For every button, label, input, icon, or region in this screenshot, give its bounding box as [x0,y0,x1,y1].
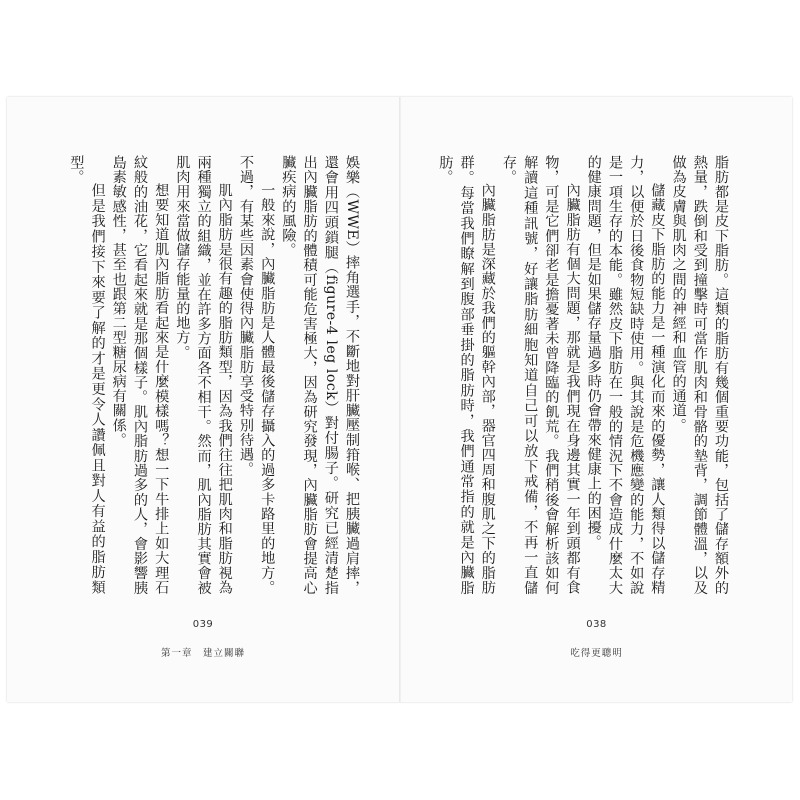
paragraph: 脂肪都是皮下脂肪。這類的脂肪有幾個重要功能，包括了儲存額外的熱量，跌倒和受到撞擊時可當作肌肉和骨骼的墊背，調節體溫，以及做為皮膚與肌肉之間的神經和血管的通道。 [670,155,729,595]
left-page [7,97,399,702]
paragraph: 內臟脂肪有個大問題，那就是我們現在身邊其實一年到頭都有食物，可是它們卻老是擔憂著未曾降臨的飢荒。我們稍後會解析該如何解讀這種訊號，好讓脂肪細胞知道自己可以放下戒備，不再一直儲存。 [500,155,581,595]
right-page [401,97,792,702]
left-page-body [37,155,362,595]
page-number: 039 [192,619,214,630]
paragraph: 想要知道肌內脂肪看起來是什麼模樣嗎？想一下牛排上如大理石紋般的油花，它看起來就是那個樣子。肌內脂肪過多的人，會影響胰島素敏感性，甚至也跟第二型糖尿病有關係。 [110,155,170,595]
paragraph: 肌內脂肪是很有趣的脂肪類型，因為我們往往把肌肉和脂肪視為兩種獨立的組織，並在許多方面各不相干。然而，肌內脂肪其實會被肌肉用來當做儲存能量的地方。 [174,155,233,595]
book-spread [7,97,792,702]
page-number: 038 [586,619,607,630]
paragraph: 但是我們接下來要了解的才是更令人讚佩且對人有益的脂肪類型。 [68,155,106,595]
paragraph: 娛樂（WWE）摔角選手，不斷地對肝臟壓制箝喉、把胰臟過肩摔，還會用四頭鎖腿（figure-4 leg lock）對付腸子。研究已經清楚指出內臟脂肪的體積可能危害極大，因為研究發現，內臟脂肪會提高心臟疾病的風險。 [280,155,360,595]
paragraph: 儲藏皮下脂肪的能力是一種演化而來的優勢，讓人類得以儲存精力，以便於日後食物短缺時使用。與其說是危機應變的能力，不如說是一項生存的本能。雖然皮下脂肪在一般的情況下不會造成什麼太大的健康問題，但是如果儲存量過多時仍會帶來健康上的困擾。 [585,155,666,595]
right-page-body [413,155,731,595]
paragraph: 內臟脂肪是深藏於我們的軀幹內部，器官四周和腹肌之下的脂肪群。每當我們瞭解到腹部垂掛的脂肪時，我們通常指的就是內臟脂肪。 [437,155,496,595]
running-footer: 吃得更聰明 [570,648,623,659]
paragraph: 一般來說，內臟脂肪是人體最後儲存攝入的過多卡路里的地方。不過，有某些因素會使得內臟脂肪享受特別待遇。 [237,155,276,595]
running-footer: 第一章 建立關聯 [160,648,245,659]
